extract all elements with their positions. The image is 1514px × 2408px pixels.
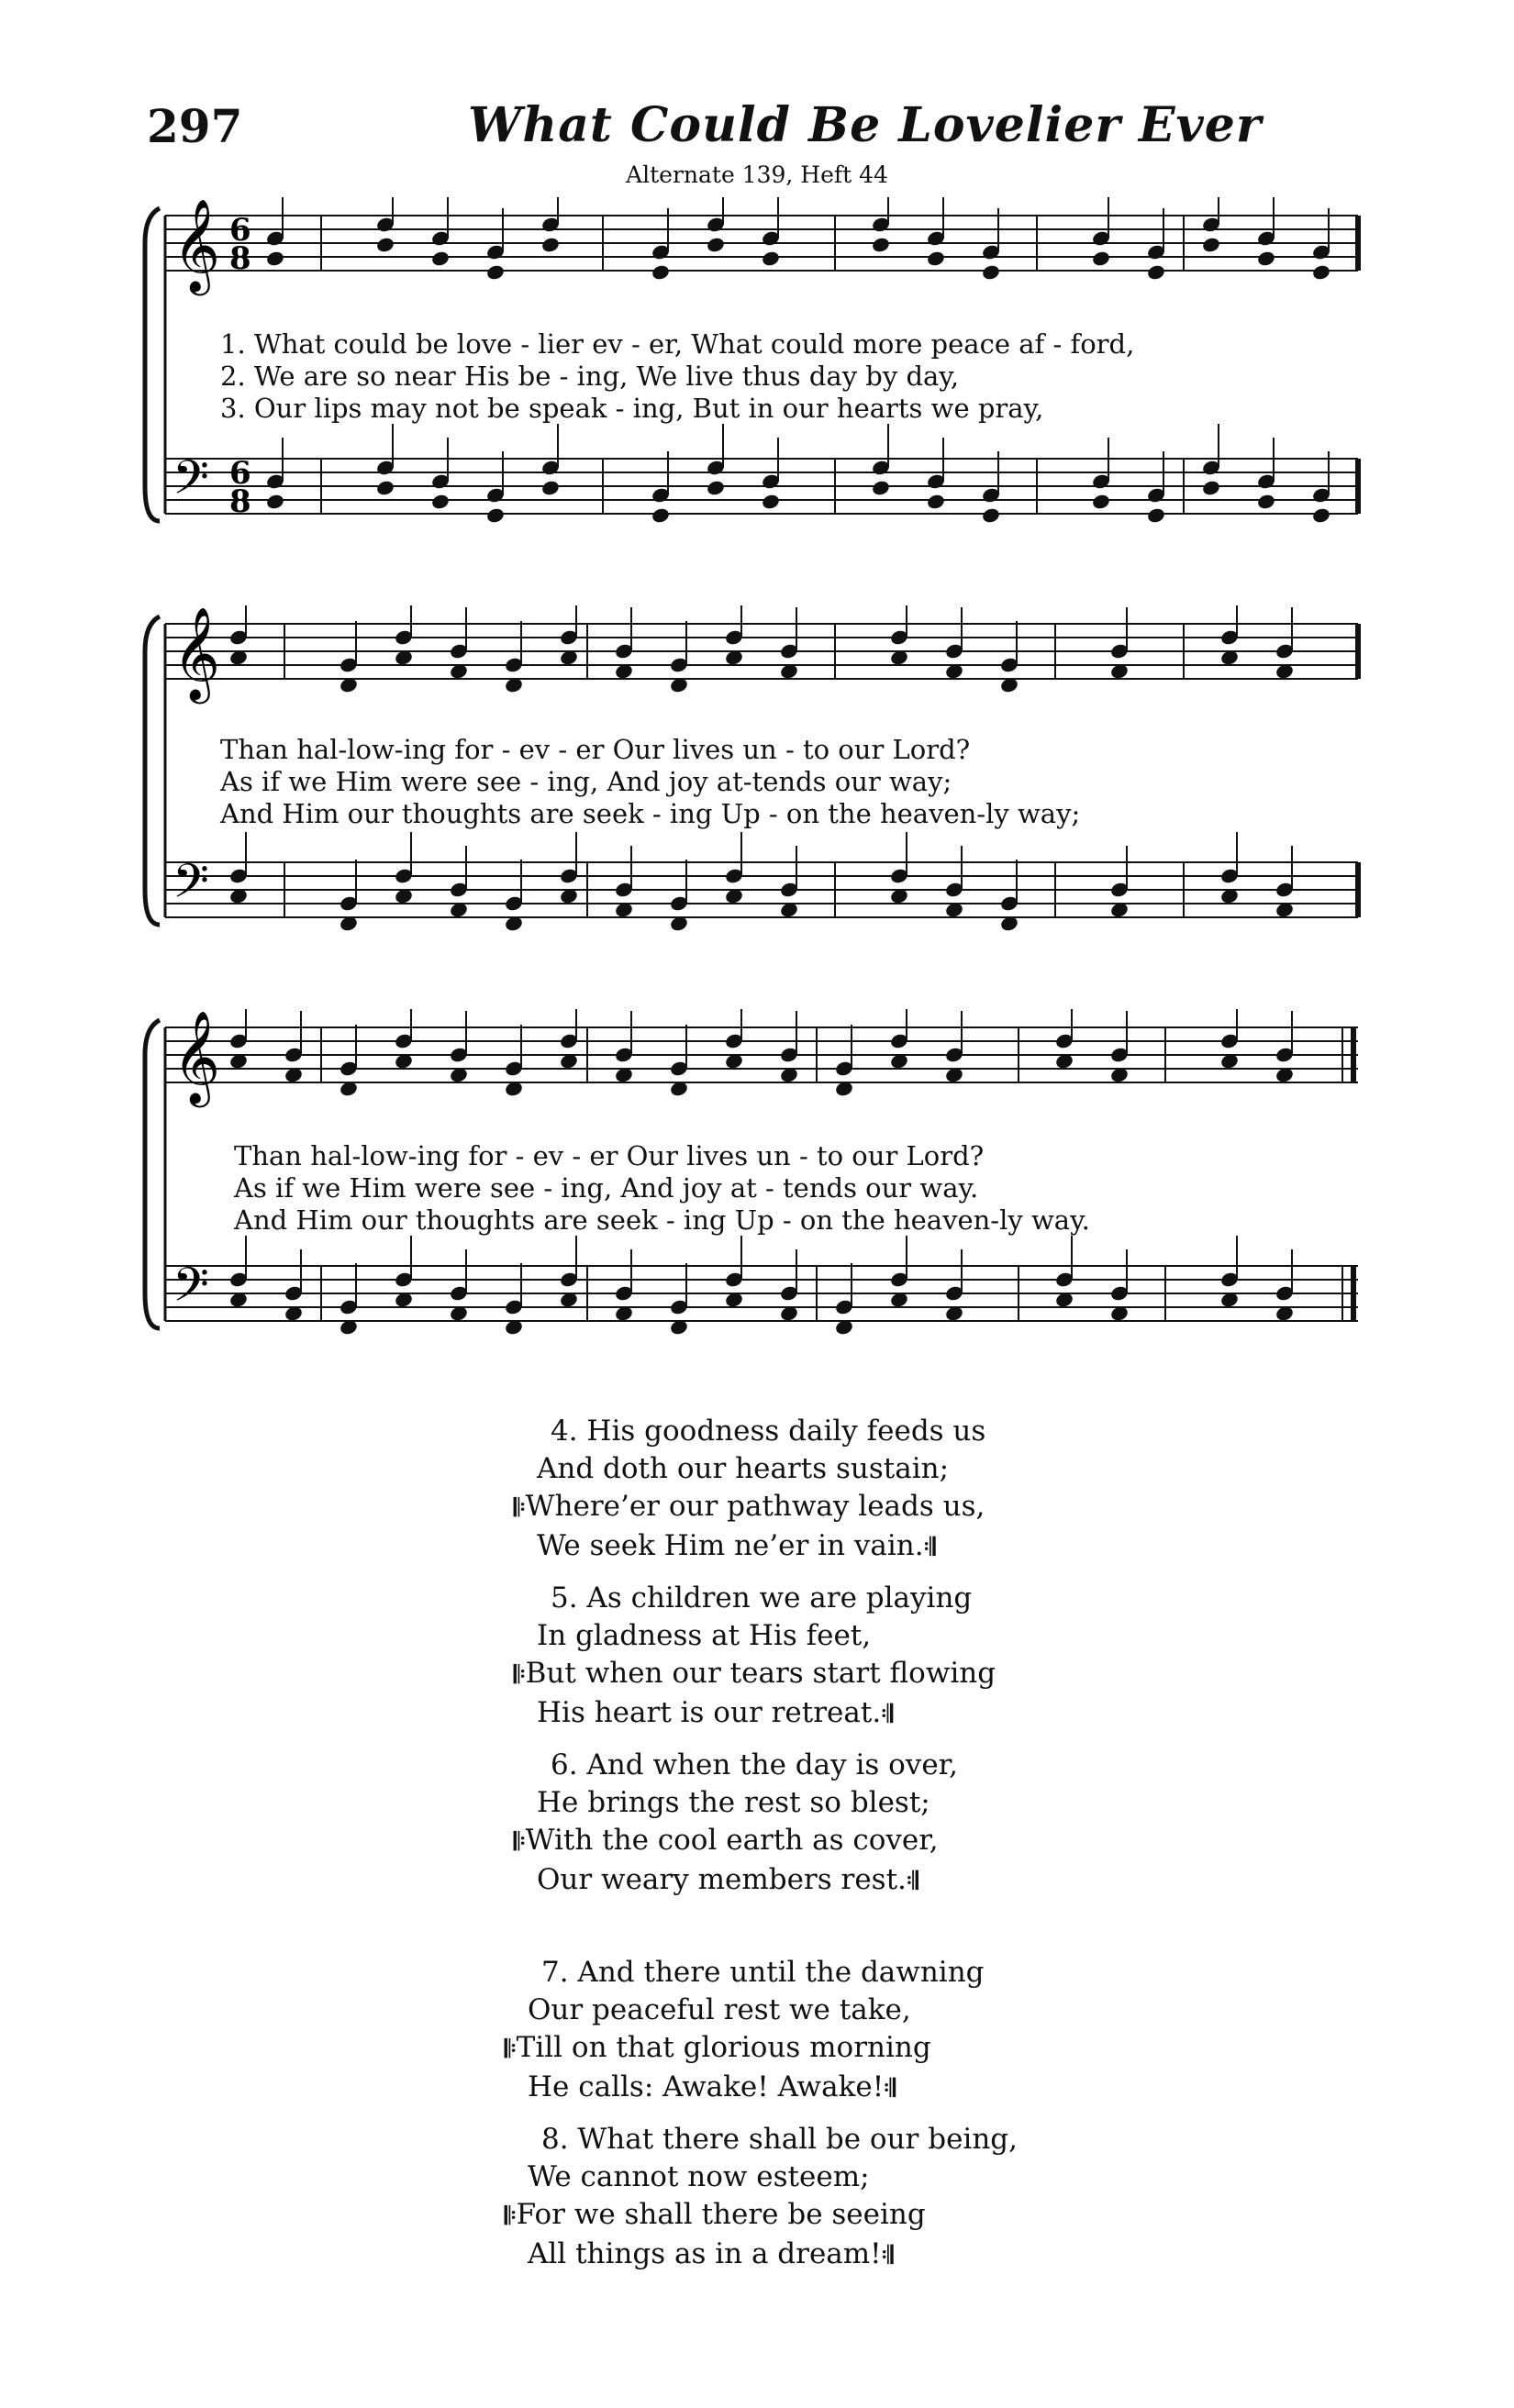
note-head bbox=[540, 479, 561, 496]
note-head bbox=[1256, 493, 1276, 510]
note-head bbox=[1146, 263, 1166, 281]
repeat-end-mark: 𝄇 bbox=[881, 1701, 893, 1728]
note-head bbox=[871, 479, 891, 496]
note-head bbox=[761, 493, 781, 510]
note-head bbox=[706, 479, 726, 496]
stanza-line: Our weary members rest. bbox=[537, 1863, 907, 1896]
note-head bbox=[871, 236, 891, 253]
brace-icon bbox=[145, 616, 160, 925]
treble-clef-icon: 𝄞 bbox=[173, 197, 221, 292]
stanza-line: All things as in a dream! bbox=[528, 2237, 882, 2270]
note-head bbox=[1146, 506, 1166, 524]
time-signature-top: 6 bbox=[229, 212, 251, 249]
stanza-6 bbox=[514, 1747, 958, 1901]
stanza-8 bbox=[505, 2121, 1018, 2275]
lyric-line-2: As if we Him were see - ing, And joy at-tends our way; bbox=[220, 766, 952, 797]
stanza-line: Till on that glorious morning bbox=[516, 2031, 931, 2064]
repeat-start-mark: 𝄆 bbox=[514, 1828, 526, 1856]
note-head bbox=[981, 506, 1001, 524]
lyric-line-3: 3. Our lips may not be speak - ing, But in our hearts we pray, bbox=[220, 393, 1044, 424]
stanza-line: 6. And when the day is over, bbox=[551, 1748, 958, 1781]
stanza-line: We cannot now esteem; bbox=[528, 2160, 870, 2193]
stanza-line: With the cool earth as cover, bbox=[525, 1824, 939, 1857]
lyric-line-1: 1. What could be love - lier ev - er, What could more peace af - ford, bbox=[220, 328, 1135, 360]
note-head bbox=[265, 250, 285, 267]
note-head bbox=[265, 493, 285, 510]
brace-icon bbox=[145, 1020, 160, 1328]
treble-clef-icon: 𝄞 bbox=[173, 1009, 221, 1104]
repeat-start-mark: 𝄆 bbox=[514, 1661, 526, 1689]
lyric-line-1: Than hal-low-ing for - ev - er Our lives un - to our Lord? bbox=[220, 734, 971, 765]
lyric-line-3: And Him our thoughts are seek - ing Up - on the heaven-ly way. bbox=[234, 1204, 1090, 1236]
stanza-line: His heart is our retreat. bbox=[537, 1696, 882, 1729]
treble-clef-icon: 𝄞 bbox=[173, 605, 221, 700]
stanza-line: In gladness at His feet, bbox=[537, 1619, 872, 1652]
stanza-line: He brings the rest so blest; bbox=[537, 1786, 930, 1819]
lyric-line-2: As if we Him were see - ing, And joy at - tends our way. bbox=[234, 1172, 979, 1204]
music-system-3 bbox=[138, 1009, 1367, 1376]
stanza-line: 5. As children we are playing bbox=[551, 1581, 973, 1615]
stanza-line: And doth our hearts sustain; bbox=[537, 1452, 950, 1485]
repeat-start-mark: 𝄆 bbox=[505, 2203, 517, 2230]
bass-clef-icon: 𝄢 bbox=[173, 853, 209, 920]
stanza-line: We seek Him ne’er in vain. bbox=[537, 1529, 924, 1562]
note-head bbox=[1091, 250, 1111, 267]
time-signature-bottom: 8 bbox=[229, 483, 251, 520]
repeat-end-mark: 𝄇 bbox=[906, 1868, 918, 1895]
lyric-line-1: Than hal-low-ing for - ev - er Our lives un - to our Lord? bbox=[234, 1140, 985, 1171]
stanza-line: But when our tears start flowing bbox=[525, 1657, 996, 1690]
note-head bbox=[1201, 479, 1221, 496]
note-head bbox=[706, 236, 726, 253]
stanza-7 bbox=[505, 1954, 985, 2108]
hymn-title: What Could Be Lovelier Ever bbox=[468, 97, 1263, 153]
lyric-line-2: 2. We are so near His be - ing, We live thus day by day, bbox=[220, 361, 960, 392]
repeat-end-mark: 𝄇 bbox=[884, 2075, 896, 2103]
stanza-line: Where’er our pathway leads us, bbox=[525, 1490, 985, 1523]
note-head bbox=[1311, 506, 1331, 524]
note-head bbox=[1091, 493, 1111, 510]
stanza-line: Our peaceful rest we take, bbox=[528, 1993, 911, 2026]
note-head bbox=[1201, 236, 1221, 253]
note-head bbox=[651, 263, 671, 281]
repeat-start-mark: 𝄆 bbox=[505, 2036, 517, 2063]
note-head bbox=[485, 506, 506, 524]
note-head bbox=[375, 479, 395, 496]
stanza-4 bbox=[514, 1413, 985, 1567]
note-head bbox=[981, 263, 1001, 281]
note-head bbox=[430, 250, 451, 267]
note-head bbox=[651, 506, 671, 524]
note-head bbox=[1311, 263, 1331, 281]
note-head bbox=[926, 250, 946, 267]
repeat-start-mark: 𝄆 bbox=[514, 1494, 526, 1522]
hymn-number: 297 bbox=[147, 99, 243, 153]
note-head bbox=[540, 236, 561, 253]
stanza-5 bbox=[514, 1580, 996, 1734]
lyric-line-3: And Him our thoughts are seek - ing Up - on the heaven-ly way; bbox=[220, 798, 1081, 829]
note-head bbox=[926, 493, 946, 510]
note-head bbox=[1256, 250, 1276, 267]
tune-reference: Alternate 139, Heft 44 bbox=[626, 161, 888, 188]
bass-clef-icon: 𝄢 bbox=[173, 449, 209, 516]
bass-clef-icon: 𝄢 bbox=[173, 1257, 209, 1324]
stanza-line: 8. What there shall be our being, bbox=[541, 2123, 1018, 2156]
note-head bbox=[761, 250, 781, 267]
repeat-end-mark: 𝄇 bbox=[881, 2242, 894, 2269]
brace-icon bbox=[145, 208, 160, 521]
repeat-end-mark: 𝄇 bbox=[923, 1534, 936, 1561]
time-signature-top: 6 bbox=[229, 455, 251, 492]
time-signature-bottom: 8 bbox=[229, 240, 251, 277]
stanza-line: He calls: Awake! Awake! bbox=[528, 2070, 885, 2103]
music-system-2 bbox=[138, 605, 1367, 968]
note-head bbox=[375, 236, 395, 253]
note-head bbox=[485, 263, 506, 281]
stanza-line: 4. His goodness daily feeds us bbox=[551, 1415, 986, 1448]
stanza-line: 7. And there until the dawning bbox=[541, 1956, 985, 1989]
stanza-line: For we shall there be seeing bbox=[516, 2198, 926, 2231]
music-system-1 bbox=[138, 197, 1367, 560]
note-head bbox=[430, 493, 451, 510]
